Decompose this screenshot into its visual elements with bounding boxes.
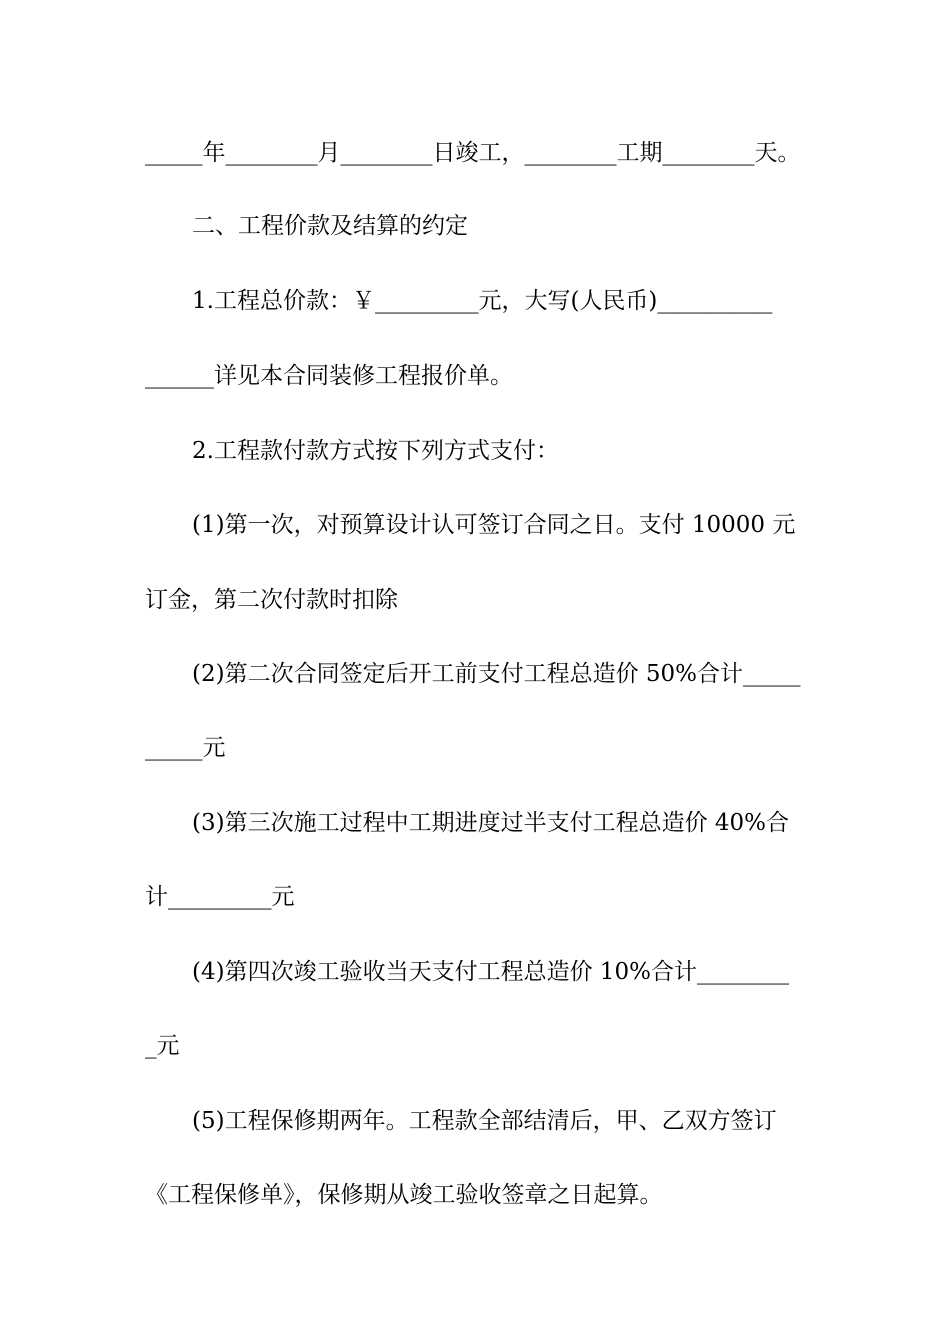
completion-date-line: _____年________月________日竣工，________工期________天。 [145, 140, 801, 166]
clause-2-payment-method: 2.工程款付款方式按下列方式支付： [192, 438, 559, 464]
payment-2-continued: _____元 [145, 735, 226, 761]
payment-5-line: (5)工程保修期两年。工程款全部结清后，甲、乙双方签订 [192, 1108, 777, 1134]
payment-2-line: (2)第二次合同签定后开工前支付工程总造价 50%合计_____ [192, 661, 801, 687]
payment-3-continued: 计_________元 [145, 884, 295, 910]
payment-4-line: (4)第四次竣工验收当天支付工程总造价 10%合计________ [192, 959, 790, 985]
section-heading-price-settlement: 二、工程价款及结算的约定 [192, 213, 468, 239]
payment-3-line: (3)第三次施工过程中工期进度过半支付工程总造价 40%合 [192, 810, 790, 836]
clause-1-total-price: 1.工程总价款：￥_________元，大写(人民币)__________ [192, 288, 773, 314]
payment-5-continued: 《工程保修单》，保修期从竣工验收签章之日起算。 [145, 1182, 663, 1208]
clause-1-continued: ______详见本合同装修工程报价单。 [145, 363, 513, 389]
payment-1-continued: 订金，第二次付款时扣除 [145, 587, 398, 613]
payment-4-continued: _元 [145, 1033, 180, 1059]
payment-1-line: (1)第一次，对预算设计认可签订合同之日。支付 10000 元 [192, 512, 796, 538]
